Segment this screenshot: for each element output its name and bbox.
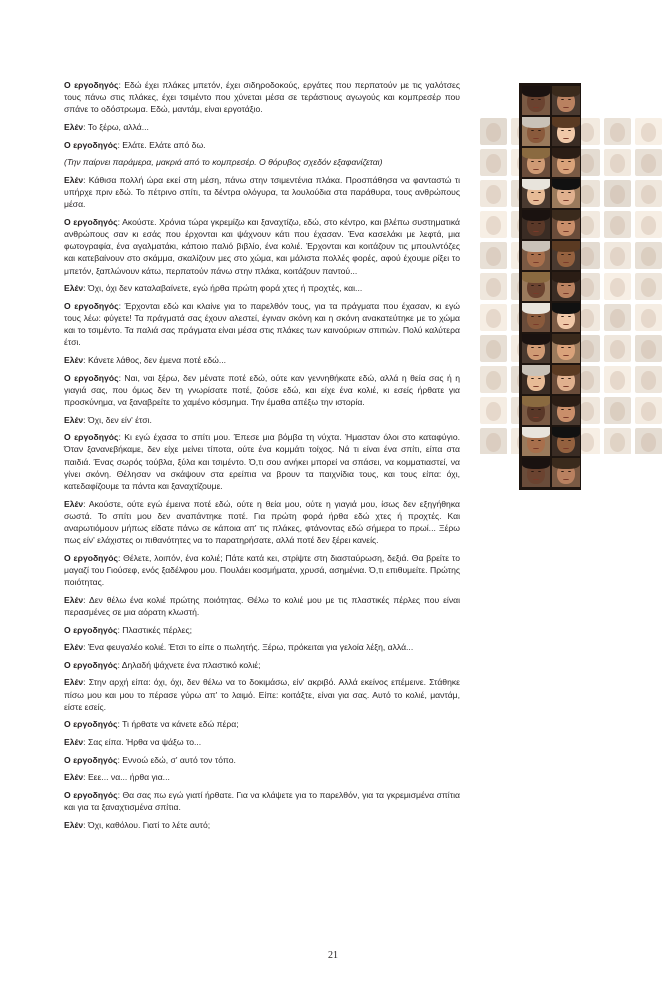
- speaker-name: Ελέν: [64, 498, 84, 509]
- faded-portrait: [604, 211, 631, 238]
- faded-portrait: [480, 304, 507, 331]
- faded-portrait: [635, 180, 662, 207]
- speaker-name: Ελέν: [64, 642, 84, 653]
- portrait-photo: [552, 396, 580, 425]
- dialogue-line: [64, 771, 460, 783]
- portrait-photo: [552, 241, 580, 270]
- speaker-name: Ο εργοδηγός: [64, 659, 118, 670]
- dialogue-line: [64, 676, 460, 713]
- faded-portrait: [635, 149, 662, 176]
- portrait-photo: [522, 210, 550, 239]
- portrait-photo: [552, 210, 580, 239]
- faded-portrait: [635, 366, 662, 393]
- dialogue-line: [64, 354, 460, 366]
- faded-portrait: [604, 180, 631, 207]
- portrait-photo: [552, 148, 580, 177]
- speaker-name: Ο εργοδηγός: [64, 552, 118, 563]
- faded-portrait: [480, 118, 507, 145]
- portrait-photo: [522, 396, 550, 425]
- faded-portrait: [480, 428, 507, 454]
- line-text: : Θα σας πω εγώ γιατί ήρθατε. Για να κλάψετε για το παρελθόν, για τα γκρεμισμένα σπίτια και για τα ξαναχτισμένα σπίτια.: [64, 789, 460, 812]
- line-text: : Ελάτε. Ελάτε από δω.: [117, 139, 206, 150]
- line-text: : Όχι, δεν είν' έτσι.: [83, 414, 152, 425]
- faded-portrait: [635, 273, 662, 300]
- portrait-photo: [522, 458, 550, 487]
- speaker-name: Ελέν: [64, 122, 84, 132]
- dialogue-text: [64, 79, 460, 836]
- faded-portrait: [480, 273, 507, 300]
- portrait-photo: [522, 86, 550, 115]
- dialogue-line: [64, 789, 460, 813]
- faded-portrait: [480, 397, 507, 424]
- speaker-name: Ελέν: [64, 174, 84, 185]
- line-text: : Όχι, όχι δεν καταλαβαίνετε, εγώ ήρθα πρώτη φορά χτες ή προχτές, και...: [83, 283, 363, 294]
- faded-portrait: [480, 180, 507, 207]
- faded-portrait: [480, 242, 507, 269]
- dialogue-line: [64, 300, 460, 349]
- line-text: : Στην αρχή είπα: όχι, όχι, δεν θέλω να το δοκιμάσω, είν' ακριβό. Αλλά εκείνος επέμεινε. Στάθηκε πίσω μου και μου το πέρασε γύρω απ' το λαιμό. Είπε: κοιτάξτε, είναι για σας. Αυτό το κολιέ, μαντάμ, είστε εσείς.: [64, 677, 460, 712]
- line-text: : Όχι, καθόλου. Γιατί το λέτε αυτό;: [83, 819, 211, 830]
- portrait-photo: [522, 334, 550, 363]
- faded-portrait: [635, 304, 662, 331]
- portrait-photo: [522, 117, 550, 146]
- dialogue-line: [64, 414, 460, 426]
- dialogue-line: [64, 282, 460, 294]
- dialogue-line: [64, 121, 460, 133]
- faded-portrait: [604, 149, 631, 176]
- line-text: : Το ξέρω, αλλά...: [83, 122, 149, 132]
- portrait-strip: [519, 83, 581, 490]
- faded-portrait: [604, 428, 631, 454]
- line-text: : Εεε... να... ήρθα για...: [83, 772, 170, 783]
- line-text: : Έρχονται εδώ και κλαίνε για το παρελθόν τους, για τα πράγματα που έχασαν, κι εγώ τους λέω: φύγετε! Τα πράγματά σας έχουν αλεστεί, έγιναν σκόνη και η σκόνη ανακατεύτηκε με το χώμα και το τσιμέντο. Τα παλιά σας πράγματα είναι μέσα στις πλάκες των καινούριων σπιτιών. Πολύ καλύτερα έτσι.: [64, 300, 460, 348]
- speaker-name: Ελέν: [64, 354, 84, 365]
- line-text: : Κι εγώ έχασα το σπίτι μου. Έπεσε μια βόμβα τη νύχτα. Ήμασταν όλοι στο καταφύγιο. Όταν ξανανεβήκαμε, δεν είχε μείνει τίποτα, ούτε ένα κομμάτι τοίχος. Νά τι είναι ένα σπίτι, είπα στα παιδιά. Ένας σωρός τούβλα, ξύλα και τσιμέντο. Ό,τι σου ανήκει μπορεί να σπάσει, να κομματιαστεί, να γίνει σκόνη. Θέλησαν να σκάψουν στα ερείπια να βρουν τα παιχνίδια τους, και τους είπα: όχι, κατεδαφίζουμε τα πάντα και ξαναχτίζουμε.: [64, 432, 460, 491]
- portrait-photo: [552, 117, 580, 146]
- speaker-name: Ο εργοδηγός: [64, 80, 119, 90]
- speaker-name: Ο εργοδηγός: [64, 432, 119, 443]
- speaker-name: Ελέν: [64, 414, 84, 425]
- portrait-photo: [552, 303, 580, 332]
- dialogue-line: [64, 174, 460, 211]
- faded-portrait: [604, 118, 631, 145]
- dialogue-line: [64, 754, 460, 766]
- faded-portrait: [604, 335, 631, 362]
- speaker-name: Ελέν: [64, 736, 84, 747]
- line-text: : Κάνετε λάθος, δεν έμενα ποτέ εδώ...: [83, 354, 227, 365]
- faded-portrait: [604, 304, 631, 331]
- faded-portrait: [635, 428, 662, 454]
- dialogue-line: [64, 659, 460, 671]
- portrait-photo: [552, 365, 580, 394]
- faded-portrait: [480, 366, 507, 393]
- dialogue-line: [64, 552, 460, 589]
- portrait-photo: [552, 427, 580, 456]
- speaker-name: Ελέν: [64, 283, 84, 294]
- dialogue-line: [64, 372, 460, 409]
- line-text: : Ναι, ναι ξέρω, δεν μένατε ποτέ εδώ, ούτε καν γεννηθήκατε εδώ, αλλά η θεία σας ή η γιαγιά σας, που όμως δεν τη γνωρίσατε ποτέ, ζούσε εδώ, και είχε ένα κολιέ, κι εσείς ήρθατε για προσκύνημα, να ξαναβρείτε το χαμένο κόσμημα. Την έμαθα απέξω την ιστορία.: [64, 372, 460, 407]
- dialogue-line: [64, 139, 460, 151]
- faded-portrait: [604, 273, 631, 300]
- line-text: : Δεν θέλω ένα κολιέ πρώτης ποιότητας. Θέλω το κολιέ μου με τις πλαστικές πέρλες που είναι περασμένες σε μια αόρατη κλωστή.: [64, 594, 460, 617]
- faded-portrait: [480, 149, 507, 176]
- dialogue-line: [64, 594, 460, 618]
- dialogue-line: [64, 216, 460, 277]
- line-text: : Ένα φευγαλέο κολιέ. Έτσι το είπε ο πωλητής. Ξέρω, πρόκειται για γελοία λέξη, αλλά...: [83, 642, 414, 653]
- faded-portrait: [635, 211, 662, 238]
- speaker-name: Ο εργοδηγός: [64, 789, 118, 800]
- portrait-photo: [522, 179, 550, 208]
- portrait-photo: [522, 148, 550, 177]
- faded-portrait: [635, 242, 662, 269]
- portrait-photo: [552, 272, 580, 301]
- portrait-photo: [522, 272, 550, 301]
- page-number: 21: [328, 950, 338, 961]
- faded-portrait: [604, 242, 631, 269]
- faded-portrait: [635, 118, 662, 145]
- speaker-name: Ελέν: [64, 677, 84, 688]
- faded-portrait: [635, 335, 662, 362]
- portrait-photo: [522, 365, 550, 394]
- dialogue-line: [64, 819, 460, 831]
- dialogue-line: [64, 641, 460, 653]
- faded-portrait: [604, 366, 631, 393]
- speaker-name: Ο εργοδηγός: [64, 300, 119, 311]
- portrait-photo: [522, 241, 550, 270]
- line-text: : Σας είπα. Ήρθα να ψάξω το...: [83, 736, 202, 747]
- speaker-name: Ελέν: [64, 819, 84, 830]
- portrait-photo: [522, 427, 550, 456]
- speaker-name: Ο εργοδηγός: [64, 216, 118, 227]
- faded-portrait: [635, 397, 662, 424]
- line-text: : Εδώ έχει πλάκες μπετόν, έχει σιδηροδοκούς, εργάτες που περπατούν με τις γαλότσες τους πάνω στις πλάκες, έχει τσιμέντο που χύνεται μέσα σε τεράστιους αγωγούς και κομπρεσέρ που σπάνε το οδόστρωμα. Εδώ, μαντάμ, είναι εργοτάξιο.: [64, 80, 460, 115]
- dialogue-line: [64, 431, 460, 492]
- portrait-photo: [552, 458, 580, 487]
- portrait-photo: [552, 179, 580, 208]
- dialogue-line: [64, 718, 460, 730]
- dialogue-line: [64, 736, 460, 748]
- dialogue-line: [64, 498, 460, 547]
- stage-direction: (Την παίρνει παράμερα, μακριά από το κομπρεσέρ. Ο θόρυβος σχεδόν εξαφανίζεται): [64, 157, 383, 168]
- dialogue-line: [64, 79, 460, 116]
- speaker-name: Ελέν: [64, 772, 84, 783]
- speaker-name: Ελέν: [64, 594, 84, 605]
- faded-portrait: [480, 335, 507, 362]
- line-text: : Ακούστε, ούτε εγώ έμεινα ποτέ εδώ, ούτε η θεία μου, ούτε η γιαγιά μου, ίσως δεν εξηγήθηκα σωστά. Το σπίτι μου δεν αναπάντηκε ποτέ. Για πρώτη φορά ήρθα εδώ χτες ή προχτές. Και αναρωτιόμουν μήπως είδατε πάνω σε κάποια απ' τις πλάκες, φτάνοντας εδώ σήμερα το πρωί... Ξέρω πως είν' ελάχιστες οι πιθανότητες να το παρατηρήσατε, αλλά ποτέ δεν ξέρει κανείς.: [64, 498, 460, 546]
- portrait-photo: [522, 303, 550, 332]
- speaker-name: Ο εργοδηγός: [64, 624, 118, 635]
- speaker-name: Ο εργοδηγός: [64, 372, 119, 383]
- line-text: : Ακούστε. Χρόνια τώρα γκρεμίζω και ξαναχτίζω, εδώ, στο κέντρο, και βλέπω συστηματικά ανθρώπους σαν κι εσάς που έρχονται και ψάχνουν κάτι που έχασαν. Ένα κασελάκι με λεφτά, μια φωτογραφία, ένα αγαλματάκι, κάποιο παλιό βιβλίο, ένα κολιέ. Έρχονται και κοιτάζουν τις μπουλντόζες και κατεβαίνουν στο σκάμμα, σκαλίζουν μες στο χώμα, και μάλιστα πολλές φορές, αφού έχουμε ρίξει το μπετόν, ξαπλώνουν κάτω, περπατούν πάνω στην πλάκα, κοιτάζουν παντού...: [64, 216, 460, 276]
- line-text: : Κάθισα πολλή ώρα εκεί στη μέση, πάνω στην τσιμεντένια πλάκα. Προσπάθησα να φανταστώ τι υπήρχε πριν εδώ. Το πέτρινο σπίτι, τα δέντρα ολόγυρα, τα λουλούδια στα παράθυρα, τους ανθρώπους μέσα.: [64, 174, 460, 210]
- faded-portrait: [480, 211, 507, 238]
- dialogue-line: [64, 624, 460, 636]
- line-text: : Τι ήρθατε να κάνετε εδώ πέρα;: [117, 719, 239, 730]
- portrait-photo: [552, 86, 580, 115]
- portrait-photo: [552, 334, 580, 363]
- line-text: : Θέλετε, λοιπόν, ένα κολιέ; Πάτε κατά κει, στρίψτε στη διασταύρωση, δεξιά. Θα βρείτε το μαγαζί του Γιούσεφ, ενός ξαδέλφου μου. Πουλάει κοσμήματα, χρυσά, ασημένια. Ό,τι επιθυμείτε. Πρώτης ποιότητας.: [64, 552, 460, 588]
- speaker-name: Ο εργοδηγός: [64, 754, 118, 765]
- line-text: : Πλαστικές πέρλες;: [117, 624, 192, 635]
- speaker-name: Ο εργοδηγός: [64, 139, 118, 150]
- line-text: : Δηλαδή ψάχνετε ένα πλαστικό κολιέ;: [117, 659, 261, 670]
- faded-portrait: [604, 397, 631, 424]
- line-text: : Εννοώ εδώ, σ' αυτό τον τόπο.: [117, 754, 236, 765]
- speaker-name: Ο εργοδηγός: [64, 719, 118, 730]
